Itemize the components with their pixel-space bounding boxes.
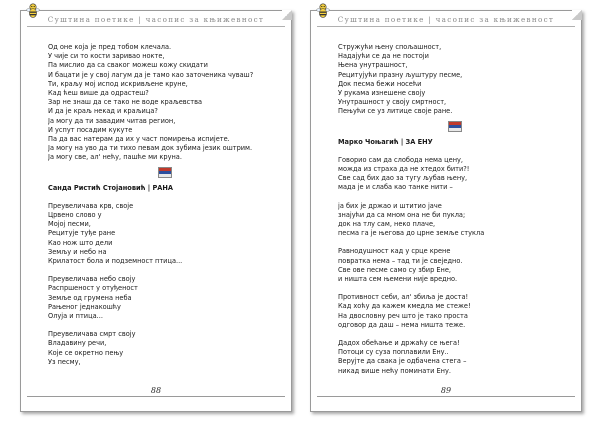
verse-line: Потоци су суза поплавили Ену.. bbox=[338, 348, 449, 357]
verse-line: Црвено слово у bbox=[48, 211, 102, 220]
poem-title: Санда Ристић Стојановић | РАНА bbox=[48, 183, 174, 192]
verse-line: Па да вас натерам да их у част помирења испијете. bbox=[48, 135, 230, 144]
verse-line: Ја могу да ти завадим читав регион, bbox=[48, 116, 176, 125]
verse-line: Рецитујући празну љуштуру песме, bbox=[338, 70, 463, 79]
spacer bbox=[48, 193, 281, 202]
stanza bbox=[338, 339, 571, 376]
stanza bbox=[338, 156, 571, 193]
verse-line: док на тлу сам, неко плаче, bbox=[338, 220, 436, 229]
poem-continuation bbox=[338, 43, 571, 117]
right-page bbox=[310, 10, 582, 412]
verse-line: Ја могу све, ал' нећу, пашће ми круна. bbox=[48, 153, 182, 162]
verse-line: одговор да даш – нема ништа теже. bbox=[338, 320, 466, 329]
spacer bbox=[48, 266, 281, 275]
footer-divider bbox=[27, 396, 285, 397]
verse-line: И успут посадим кукуте bbox=[48, 125, 133, 134]
verse-line: Пењући се уз литице своје ране. bbox=[338, 107, 453, 116]
verse-line: Све сад бих дао за тугу љубав њену, bbox=[338, 174, 468, 183]
verse-line: песма га је његова до црне земље стукла bbox=[338, 229, 485, 238]
verse-line: Ти, краљу мој испод искривљене круне, bbox=[48, 79, 188, 88]
verse-line: Противност себи, ал' збиља је доста! bbox=[338, 293, 469, 302]
poem-continuation bbox=[48, 43, 281, 163]
spacer bbox=[48, 321, 281, 330]
stanza bbox=[338, 247, 571, 284]
serbian-flag-icon bbox=[448, 121, 462, 132]
verse-line: Које се окретно пењу bbox=[48, 348, 124, 357]
journal-header: Суштина поетике | часопис за књижевност bbox=[337, 15, 555, 24]
verse-line: мада је и слаба као танке нити – bbox=[338, 183, 453, 192]
verse-line: У рукама изнешене своју bbox=[338, 89, 426, 98]
spacer bbox=[338, 330, 571, 339]
verse-line: ја бих је држао и штитио јаче bbox=[338, 201, 442, 210]
stanza bbox=[338, 293, 571, 330]
left-page-content bbox=[48, 43, 281, 367]
verse-line: Преувеличава крв, своје bbox=[48, 201, 134, 210]
verse-line: Дадох обећање и држаћу се њега! bbox=[338, 339, 460, 348]
verse-line: можда из страха да не хтедох бити?! bbox=[338, 165, 470, 174]
verse-line: Олуја и птица... bbox=[48, 312, 103, 321]
verse-line: Њена унутрашност, bbox=[338, 61, 408, 70]
verse-line: Док песма бежи носећи bbox=[338, 79, 422, 88]
verse-line: Говорио сам да слобода нема цену, bbox=[338, 155, 464, 164]
verse-line: Земљу и небо на bbox=[48, 247, 107, 256]
header-divider bbox=[27, 26, 285, 27]
verse-line: Ја могу на уво да ти тихо певам док зубима језик оштрим. bbox=[48, 144, 253, 153]
verse-line: никад више нећу поминати Ену. bbox=[338, 366, 451, 375]
spacer bbox=[338, 147, 571, 156]
spacer bbox=[338, 238, 571, 247]
verse-line: Унутрашност у своју смртност, bbox=[338, 98, 447, 107]
verse-line: Распршеност у отуђеност bbox=[48, 284, 138, 293]
verse-line: повратка нема – тад ти је свеједно. bbox=[338, 256, 463, 265]
verse-line: Преувеличава смрт своју bbox=[48, 330, 136, 339]
verse-line: Уз песму, bbox=[48, 357, 81, 366]
verse-line: И да је краљ некад и краљица? bbox=[48, 107, 158, 116]
verse-line: Земље од грумена неба bbox=[48, 293, 132, 302]
verse-line: Стружући њену спољашност, bbox=[338, 43, 442, 51]
verse-line: Кад хоћу да кажем кмедла ме стеже! bbox=[338, 302, 471, 311]
page-number: 88 bbox=[150, 386, 162, 395]
spacer bbox=[338, 284, 571, 293]
page-curl bbox=[282, 10, 292, 20]
poem-title: Марко Чоњагић | ЗА ЕНУ bbox=[338, 137, 433, 146]
verse-line: Зар не знаш да се тако не воде краљевства bbox=[48, 98, 203, 107]
serbian-flag-icon bbox=[158, 167, 172, 178]
verse-line: Па мислио да са сваког можеш кожу скидати bbox=[48, 61, 208, 70]
page-curl bbox=[572, 10, 582, 20]
verse-line: Мојој песми, bbox=[48, 220, 91, 229]
verse-line: знајући да са мном она не би пукла; bbox=[338, 210, 466, 219]
verse-line: Од оне која је пред тобом клечала. bbox=[48, 43, 172, 51]
verse-line: Кад ћеш више да одрастеш? bbox=[48, 89, 149, 98]
stanza bbox=[48, 275, 281, 321]
verse-line: Верујте да свака је одбачена стега – bbox=[338, 357, 467, 366]
stanza bbox=[48, 330, 281, 367]
verse-line: и ништа сем њемени није вредно. bbox=[338, 275, 458, 284]
journal-header: Суштина поетике | часопис за књижевност bbox=[47, 15, 265, 24]
verse-line: Равнодушност кад у срце крене bbox=[338, 247, 451, 256]
verse-line: И бацати је у свој лагум да је тамо као заточеника чуваш? bbox=[48, 70, 254, 79]
verse-line: Владавину речи, bbox=[48, 339, 107, 348]
verse-line: Надајући се да не постоји bbox=[338, 52, 429, 61]
verse-line: На двословну реч што је тако проста bbox=[338, 311, 468, 320]
header-divider bbox=[317, 26, 575, 27]
verse-line: Рањеног једнакошћу bbox=[48, 302, 121, 311]
footer-divider bbox=[317, 396, 575, 397]
verse-line: У чије си то кости заривао нокте, bbox=[48, 52, 165, 61]
verse-line: Преувеличава небо своју bbox=[48, 275, 136, 284]
verse-line: Као нож што дели bbox=[48, 238, 113, 247]
verse-line: Крилатост бола и подземност птица... bbox=[48, 257, 183, 266]
spacer bbox=[338, 193, 571, 202]
left-page bbox=[20, 10, 292, 412]
stanza bbox=[48, 202, 281, 266]
verse-line: Све ове песме само су збир Ене, bbox=[338, 265, 451, 274]
page-number: 89 bbox=[440, 386, 452, 395]
stanza bbox=[338, 202, 571, 239]
verse-line: Рецитује туђе ране bbox=[48, 229, 116, 238]
right-page-content bbox=[338, 43, 571, 376]
